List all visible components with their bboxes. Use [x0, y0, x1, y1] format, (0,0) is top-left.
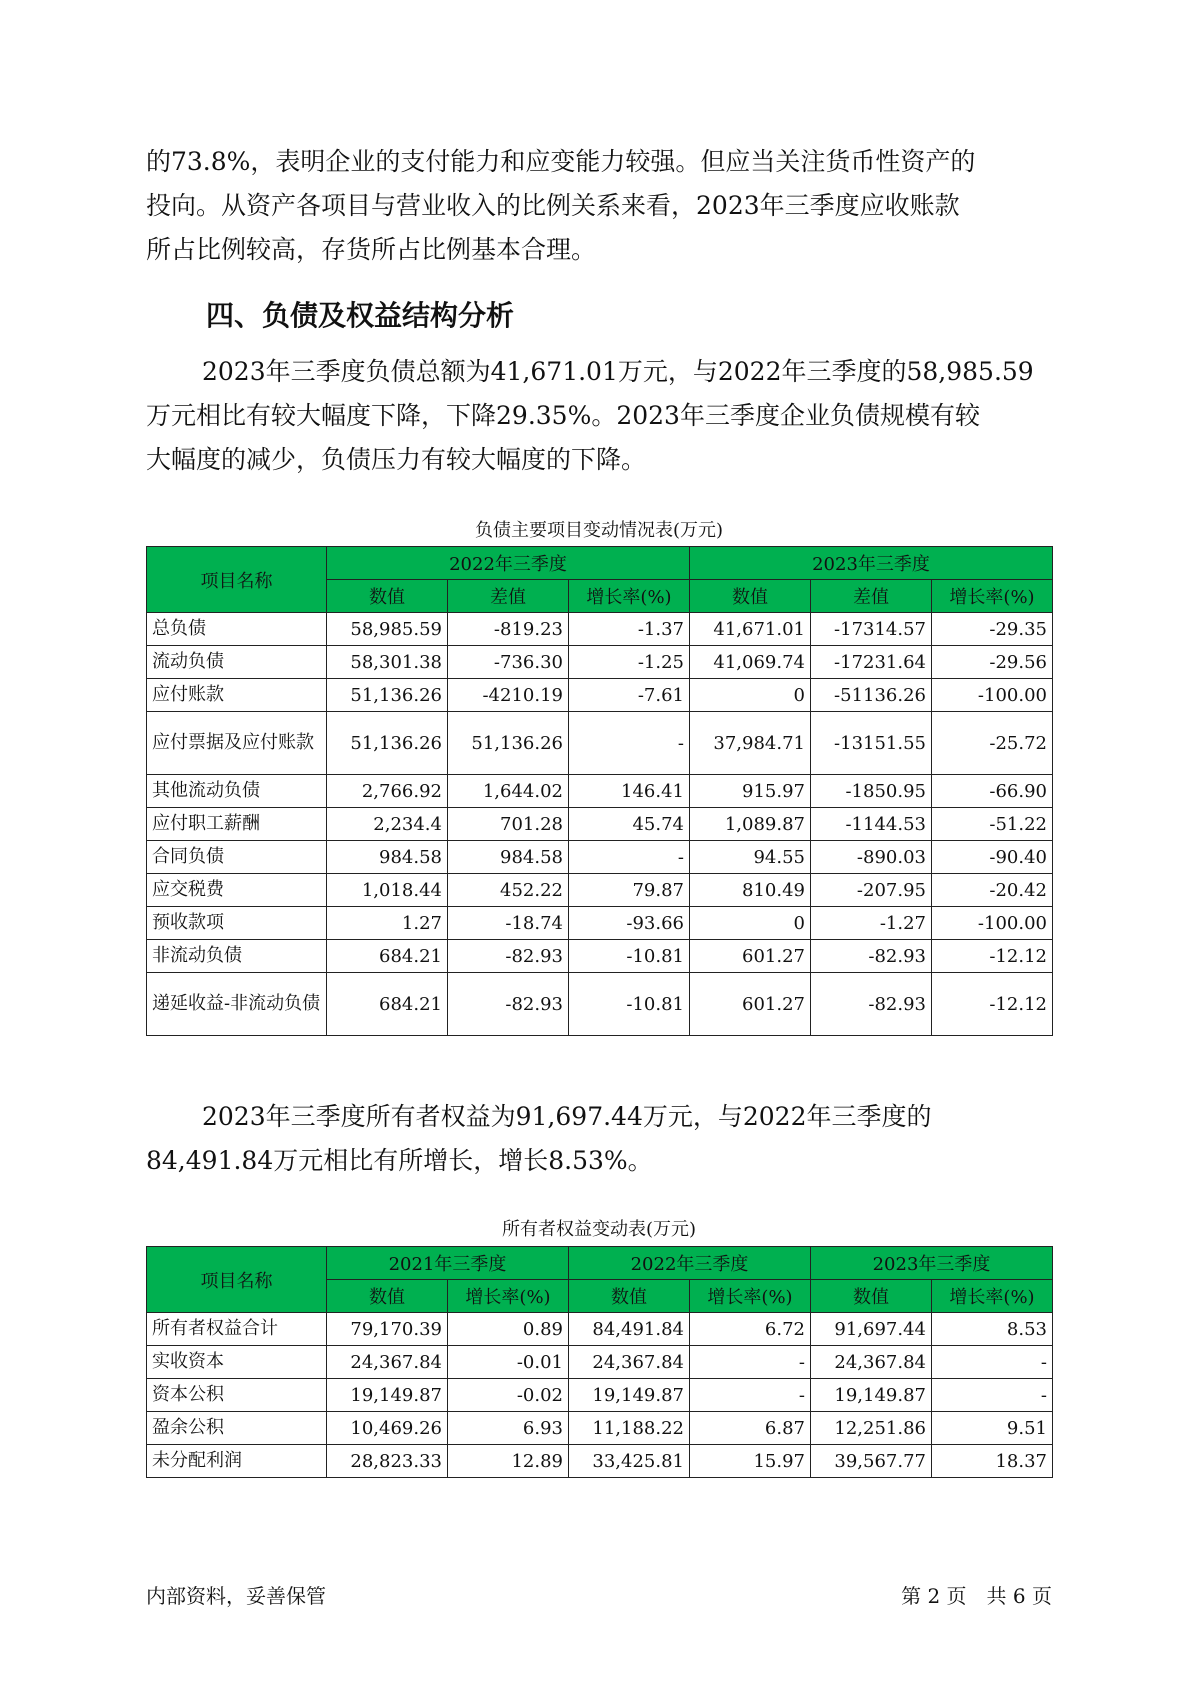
text-line: 2023年三季度所有者权益为91,697.44万元，与2022年三季度的 — [202, 1102, 932, 1131]
cell-value-2021: 19,149.87 — [327, 1379, 448, 1412]
table-row — [147, 646, 1053, 679]
equity-table-caption: 所有者权益变动表(万元) — [501, 1219, 697, 1240]
cell-value-2023: 0 — [690, 679, 811, 712]
cell-growth-2021: -0.01 — [448, 1346, 569, 1379]
cell-value-2022: 58,985.59 — [327, 613, 448, 646]
table-row — [147, 679, 1053, 712]
cell-diff-2022: -18.74 — [448, 907, 569, 940]
cell-diff-2023: -1144.53 — [811, 808, 932, 841]
cell-value-2023: 24,367.84 — [811, 1346, 932, 1379]
cell-diff-2022: -82.93 — [448, 940, 569, 973]
table-row — [147, 775, 1053, 808]
table-row — [147, 1346, 1053, 1379]
row-name: 盈余公积 — [147, 1412, 327, 1445]
footer-page-number: 第 2 页 共 6 页 — [901, 1584, 1052, 1608]
cell-growth-2023: 18.37 — [932, 1445, 1053, 1478]
cell-diff-2023: -890.03 — [811, 841, 932, 874]
cell-diff-2022: 984.58 — [448, 841, 569, 874]
header-item-name: 项目名称 — [147, 547, 327, 613]
row-name: 合同负债 — [147, 841, 327, 874]
cell-value-2022: 51,136.26 — [327, 679, 448, 712]
cell-growth-2021: 0.89 — [448, 1313, 569, 1346]
header-item-name: 项目名称 — [147, 1247, 327, 1313]
cell-value-2022: 1.27 — [327, 907, 448, 940]
liability-table — [146, 546, 1053, 1036]
cell-growth-2022: - — [569, 712, 690, 775]
cell-value-2022: 58,301.38 — [327, 646, 448, 679]
row-name: 未分配利润 — [147, 1445, 327, 1478]
header-period-2022: 2022年三季度 — [569, 1247, 811, 1280]
cell-value-2022: 684.21 — [327, 973, 448, 1036]
cell-diff-2023: -51136.26 — [811, 679, 932, 712]
cell-diff-2022: -736.30 — [448, 646, 569, 679]
cell-value-2022: 84,491.84 — [569, 1313, 690, 1346]
cell-growth-2023: -100.00 — [932, 907, 1053, 940]
cell-value-2023: 12,251.86 — [811, 1412, 932, 1445]
cell-growth-2023: -90.40 — [932, 841, 1053, 874]
cell-diff-2023: -13151.55 — [811, 712, 932, 775]
cell-value-2023: 41,671.01 — [690, 613, 811, 646]
cell-growth-2023: -12.12 — [932, 940, 1053, 973]
cell-growth-2023: -66.90 — [932, 775, 1053, 808]
cell-value-2023: 39,567.77 — [811, 1445, 932, 1478]
cell-value-2022: 33,425.81 — [569, 1445, 690, 1478]
cell-value-2021: 79,170.39 — [327, 1313, 448, 1346]
table-row — [147, 1412, 1053, 1445]
cell-diff-2023: -17314.57 — [811, 613, 932, 646]
cell-growth-2023: - — [932, 1379, 1053, 1412]
cell-value-2022: 984.58 — [327, 841, 448, 874]
cell-value-2023: 601.27 — [690, 940, 811, 973]
cell-growth-2023: -25.72 — [932, 712, 1053, 775]
cell-value-2022: 51,136.26 — [327, 712, 448, 775]
cell-diff-2023: -17231.64 — [811, 646, 932, 679]
header-growth-rate: 增长率(%) — [932, 1280, 1053, 1313]
cell-value-2023: 810.49 — [690, 874, 811, 907]
header-period-2023: 2023年三季度 — [811, 1247, 1053, 1280]
cell-diff-2023: -207.95 — [811, 874, 932, 907]
header-growth-rate: 增长率(%) — [690, 1280, 811, 1313]
header-value: 数值 — [327, 1280, 448, 1313]
cell-growth-2023: -100.00 — [932, 679, 1053, 712]
cell-growth-2022: 15.97 — [690, 1445, 811, 1478]
cell-growth-2022: 6.72 — [690, 1313, 811, 1346]
cell-value-2023: 91,697.44 — [811, 1313, 932, 1346]
table-row — [147, 841, 1053, 874]
cell-diff-2022: -819.23 — [448, 613, 569, 646]
cell-diff-2022: -82.93 — [448, 973, 569, 1036]
cell-value-2023: 601.27 — [690, 973, 811, 1036]
cell-value-2023: 19,149.87 — [811, 1379, 932, 1412]
cell-growth-2022: 79.87 — [569, 874, 690, 907]
equity-table — [146, 1246, 1053, 1478]
cell-growth-2022: -1.25 — [569, 646, 690, 679]
row-name: 应付票据及应付账款 — [147, 712, 327, 775]
table-row — [147, 973, 1053, 1036]
text-line: 84,491.84万元相比有所增长，增长8.53%。 — [146, 1146, 653, 1175]
cell-diff-2022: 51,136.26 — [448, 712, 569, 775]
text-line: 2023年三季度负债总额为41,671.01万元，与2022年三季度的58,985.59 — [202, 357, 1034, 386]
cell-growth-2023: -51.22 — [932, 808, 1053, 841]
table-row — [147, 907, 1053, 940]
cell-value-2023: 41,069.74 — [690, 646, 811, 679]
row-name: 资本公积 — [147, 1379, 327, 1412]
cell-value-2023: 1,089.87 — [690, 808, 811, 841]
cell-growth-2022: 45.74 — [569, 808, 690, 841]
cell-growth-2023: -12.12 — [932, 973, 1053, 1036]
cell-growth-2021: -0.02 — [448, 1379, 569, 1412]
table-row — [147, 1445, 1053, 1478]
cell-growth-2023: -29.56 — [932, 646, 1053, 679]
header-difference: 差值 — [448, 580, 569, 613]
cell-growth-2022: -10.81 — [569, 940, 690, 973]
paragraph-liability-summary — [146, 350, 1046, 482]
cell-growth-2022: 146.41 — [569, 775, 690, 808]
cell-value-2021: 28,823.33 — [327, 1445, 448, 1478]
cell-value-2022: 1,018.44 — [327, 874, 448, 907]
cell-growth-2022: 6.87 — [690, 1412, 811, 1445]
cell-diff-2022: -4210.19 — [448, 679, 569, 712]
cell-diff-2022: 452.22 — [448, 874, 569, 907]
cell-value-2021: 24,367.84 — [327, 1346, 448, 1379]
liability-table-caption: 负债主要项目变动情况表(万元) — [474, 520, 724, 541]
header-value: 数值 — [811, 1280, 932, 1313]
cell-value-2023: 915.97 — [690, 775, 811, 808]
cell-value-2022: 684.21 — [327, 940, 448, 973]
row-name: 应付账款 — [147, 679, 327, 712]
header-growth-rate: 增长率(%) — [932, 580, 1053, 613]
cell-diff-2022: 1,644.02 — [448, 775, 569, 808]
row-name: 应交税费 — [147, 874, 327, 907]
footer-confidential-note: 内部资料，妥善保管 — [146, 1584, 326, 1608]
table-row — [147, 1379, 1053, 1412]
row-name: 非流动负债 — [147, 940, 327, 973]
header-period-2021: 2021年三季度 — [327, 1247, 569, 1280]
cell-diff-2023: -1850.95 — [811, 775, 932, 808]
text-line: 所占比例较高，存货所占比例基本合理。 — [146, 235, 597, 264]
cell-value-2023: 0 — [690, 907, 811, 940]
cell-value-2022: 2,766.92 — [327, 775, 448, 808]
text-line: 万元相比有较大幅度下降，下降29.35%。2023年三季度企业负债规模有较 — [146, 401, 980, 430]
cell-growth-2022: - — [690, 1379, 811, 1412]
cell-diff-2022: 701.28 — [448, 808, 569, 841]
header-difference: 差值 — [811, 580, 932, 613]
cell-growth-2022: - — [569, 841, 690, 874]
cell-growth-2023: - — [932, 1346, 1053, 1379]
cell-growth-2021: 12.89 — [448, 1445, 569, 1478]
paragraph-asset-summary — [146, 140, 1046, 272]
section-heading: 四、负债及权益结构分析 — [206, 299, 515, 332]
cell-value-2023: 94.55 — [690, 841, 811, 874]
text-line: 的73.8%，表明企业的支付能力和应变能力较强。但应当关注货币性资产的 — [146, 147, 976, 176]
cell-growth-2022: -10.81 — [569, 973, 690, 1036]
cell-growth-2022: -93.66 — [569, 907, 690, 940]
cell-value-2022: 11,188.22 — [569, 1412, 690, 1445]
cell-value-2022: 24,367.84 — [569, 1346, 690, 1379]
row-name: 实收资本 — [147, 1346, 327, 1379]
cell-value-2021: 10,469.26 — [327, 1412, 448, 1445]
row-name: 递延收益-非流动负债 — [147, 973, 327, 1036]
cell-growth-2022: -1.37 — [569, 613, 690, 646]
row-name: 总负债 — [147, 613, 327, 646]
paragraph-equity-summary — [146, 1095, 1046, 1183]
text-line: 投向。从资产各项目与营业收入的比例关系来看，2023年三季度应收账款 — [146, 191, 960, 220]
cell-diff-2023: -1.27 — [811, 907, 932, 940]
header-value: 数值 — [690, 580, 811, 613]
header-period-2023: 2023年三季度 — [690, 547, 1053, 580]
row-name: 流动负债 — [147, 646, 327, 679]
cell-growth-2023: 8.53 — [932, 1313, 1053, 1346]
table-row — [147, 1313, 1053, 1346]
row-name: 预收款项 — [147, 907, 327, 940]
header-value: 数值 — [327, 580, 448, 613]
cell-growth-2022: -7.61 — [569, 679, 690, 712]
cell-growth-2023: -20.42 — [932, 874, 1053, 907]
row-name: 应付职工薪酬 — [147, 808, 327, 841]
cell-value-2023: 37,984.71 — [690, 712, 811, 775]
row-name: 所有者权益合计 — [147, 1313, 327, 1346]
row-name: 其他流动负债 — [147, 775, 327, 808]
cell-growth-2023: -29.35 — [932, 613, 1053, 646]
cell-growth-2021: 6.93 — [448, 1412, 569, 1445]
header-value: 数值 — [569, 1280, 690, 1313]
cell-value-2022: 2,234.4 — [327, 808, 448, 841]
table-row — [147, 613, 1053, 646]
header-growth-rate: 增长率(%) — [448, 1280, 569, 1313]
table-row — [147, 874, 1053, 907]
table-row — [147, 940, 1053, 973]
cell-diff-2023: -82.93 — [811, 973, 932, 1036]
cell-growth-2023: 9.51 — [932, 1412, 1053, 1445]
header-period-2022: 2022年三季度 — [327, 547, 690, 580]
header-growth-rate: 增长率(%) — [569, 580, 690, 613]
table-row — [147, 712, 1053, 775]
cell-growth-2022: - — [690, 1346, 811, 1379]
table-row — [147, 808, 1053, 841]
text-line: 大幅度的减少，负债压力有较大幅度的下降。 — [146, 445, 647, 474]
cell-diff-2023: -82.93 — [811, 940, 932, 973]
cell-value-2022: 19,149.87 — [569, 1379, 690, 1412]
